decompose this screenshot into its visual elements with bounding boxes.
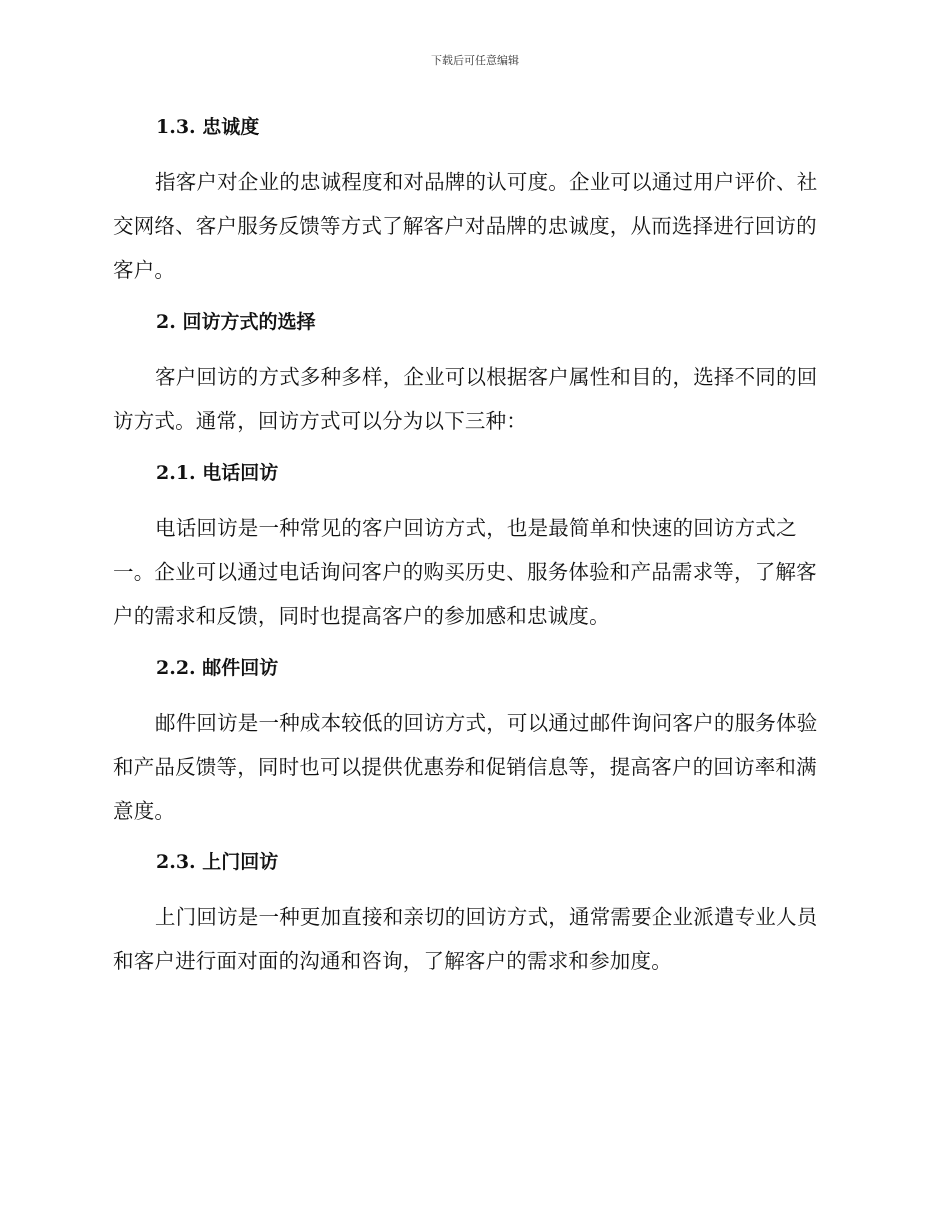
section-body-email-visit: 邮件回访是一种成本较低的回访方式，可以通过邮件询问客户的服务体验和产品反馈等，同时也可以提供优惠券和促销信息等，提高客户的回访率和满意度。 [113,711,818,823]
section-heading-email-visit: 2.2. 邮件回访 [156,657,279,679]
page-header: 下载后可任意编辑 [431,54,519,67]
section-heading-visit-method: 2. 回访方式的选择 [156,311,316,333]
section-body-onsite-visit: 上门回访是一种更加直接和亲切的回访方式，通常需要企业派遣专业人员和客户进行面对面的沟通和咨询，了解客户的需求和参加度。 [113,905,818,973]
section-heading-onsite-visit: 2.3. 上门回访 [156,851,279,873]
section-heading-loyalty: 1.3. 忠诚度 [156,116,260,138]
section-body-visit-method: 客户回访的方式多种多样，企业可以根据客户属性和目的，选择不同的回访方式。通常，回访方式可以分为以下三种： [113,365,818,433]
section-body-phone-visit: 电话回访是一种常见的客户回访方式，也是最简单和快速的回访方式之一。企业可以通过电话询问客户的购买历史、服务体验和产品需求等，了解客户的需求和反馈，同时也提高客户的参加感和忠诚度。 [113,516,817,628]
section-body-loyalty: 指客户对企业的忠诚程度和对品牌的认可度。企业可以通过用户评价、社交网络、客户服务反馈等方式了解客户对品牌的忠诚度，从而选择进行回访的客户。 [113,170,818,282]
section-heading-phone-visit: 2.1. 电话回访 [156,462,279,484]
